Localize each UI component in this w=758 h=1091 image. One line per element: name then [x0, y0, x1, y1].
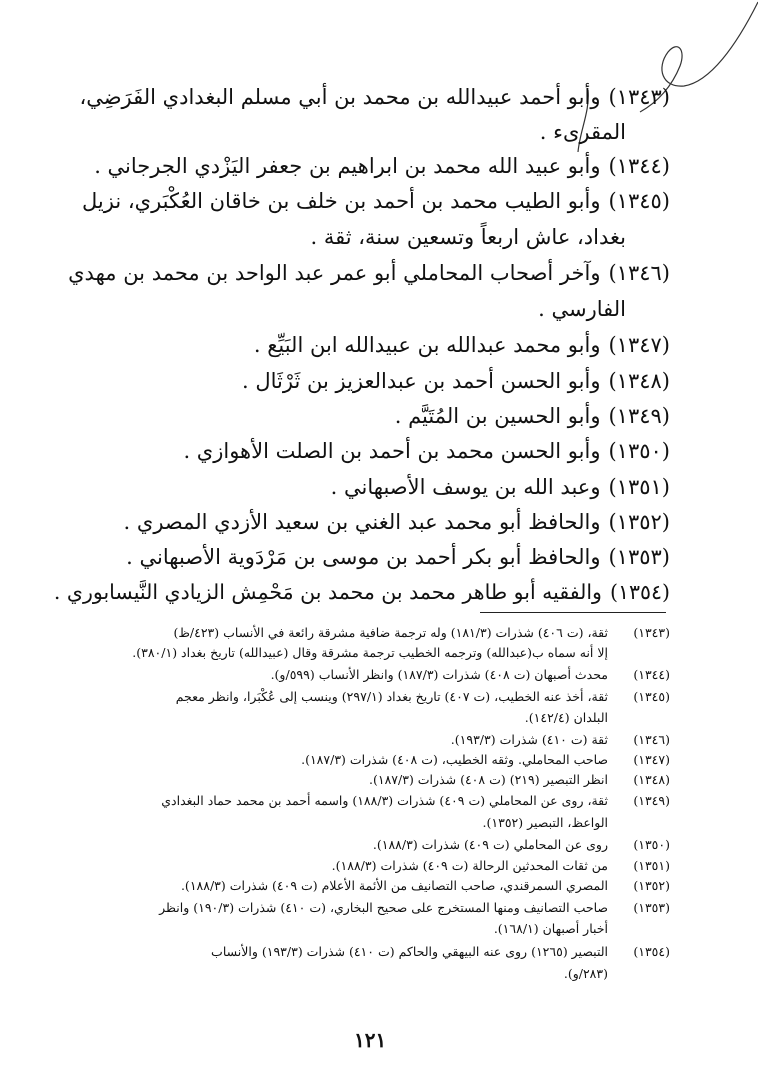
- footnote-continuation: إلا أنه سماه ب(عبدالله) وترجمه الخطيب ترجمة مشرقة وقال (عبيدالله) تاريخ بغداد (٣٨٠/١).: [132, 645, 608, 660]
- entry-number: (١٣٤٧): [608, 333, 670, 357]
- footnote-number: (١٣٥٠): [633, 837, 670, 852]
- entry-number: (١٣٥٤): [609, 580, 670, 604]
- entry-1345: [82, 186, 670, 216]
- entry-text: وأبو عبيد الله محمد بن ابراهيم بن جعفر اليَزْدي الجرجاني .: [94, 154, 601, 178]
- footnote-text: روى عن المحاملي (ت ٤٠٩) شذرات (١٨٨/٣).: [372, 837, 608, 852]
- footnote-number: (١٣٤٤): [633, 667, 670, 682]
- entry-number: (١٣٤٥): [608, 189, 670, 213]
- footnote-number: (١٣٤٩): [633, 793, 670, 808]
- footnote-number: (١٣٤٣): [633, 625, 670, 640]
- entry-1353: [126, 542, 670, 572]
- footnote-text: انظر التبصير (٢١٩) (ت ٤٠٨) شذرات (١٨٧/٣).: [369, 772, 608, 787]
- entry-text: والحافظ أبو بكر أحمد بن موسى بن مَرْدَوية الأصبهاني .: [126, 545, 601, 569]
- footnote-1348: [369, 771, 670, 789]
- entry-1347: [254, 330, 670, 360]
- footnote-number: (١٣٥١): [633, 858, 670, 873]
- entry-continuation: المقرىء .: [539, 120, 626, 144]
- footnote-1345: [175, 688, 670, 706]
- entry-number: (١٣٤٩): [608, 404, 670, 428]
- footnote-1349: [161, 792, 670, 810]
- entry-text: وأبو أحمد عبيدالله بن محمد بن أبي مسلم البغدادي الفَرَضِي،: [79, 85, 601, 109]
- entry-number: (١٣٤٤): [608, 154, 670, 178]
- footnote-continuation: (٢٨٣/و).: [563, 966, 608, 981]
- footnote-1347: [301, 751, 670, 769]
- entry-1350: [183, 436, 670, 466]
- footnote-1343: [173, 624, 670, 642]
- entry-text: وأبو الحسن أحمد بن عبدالعزيز بن ثَرْثَال .: [242, 369, 601, 393]
- footnote-1354: [211, 943, 670, 961]
- footnote-text: ثقة، (ت ٤٠٦) شذرات (١٨١/٣) وله ترجمة ضافية مشرقة رائعة في الأنساب (٤٢٣/ظ): [173, 625, 608, 640]
- footnote-text: ثقة، أخذ عنه الخطيب، (ت ٤٠٧) تاريخ بغداد (٢٩٧/١) وينسب إلى عُكْبَرا، وانظر معجم: [175, 689, 608, 704]
- footnote-number: (١٣٤٨): [633, 772, 670, 787]
- footnote-continuation: البلدان (١٤٢/٤).: [524, 710, 608, 725]
- footnote-text: صاحب المحاملي. وثقه الخطيب، (ت ٤٠٨) شذرات (١٨٧/٣).: [301, 752, 608, 767]
- entry-1349: [395, 401, 670, 431]
- footnote-continuation: الواعظ، التبصير (١٣٥٢).: [482, 815, 608, 830]
- entry-1344: [94, 151, 670, 181]
- footnote-continuation: أخبار أصبهان (١٦٨/١).: [493, 921, 608, 936]
- entry-text: والفقيه أبو طاهر محمد بن محمد بن مَحْمِش الزيادي النَّيسابوري .: [53, 580, 602, 604]
- entry-text: وأبو الحسن محمد بن أحمد بن الصلت الأهوازي .: [183, 439, 601, 463]
- footnote-text: المصري السمرقندي، صاحب التصانيف من الأئمة الأعلام (ت ٤٠٩) شذرات (١٨٨/٣).: [180, 878, 608, 893]
- footnote-separator: [480, 612, 666, 613]
- entry-1351: [331, 472, 670, 502]
- footnote-number: (١٣٥٤): [633, 944, 670, 959]
- entry-number: (١٣٤٨): [608, 369, 670, 393]
- footnote-text: ثقة، روى عن المحاملي (ت ٤٠٩) شذرات (١٨٨/٣) واسمه أحمد بن محمد حماد البغدادي: [161, 793, 608, 808]
- entry-number: (١٣٥٣): [608, 545, 670, 569]
- entry-1354: [54, 577, 670, 607]
- entry-continuation: بغداد، عاش اربعاً وتسعين سنة، ثقة .: [310, 225, 626, 249]
- footnote-number: (١٣٥٣): [633, 900, 670, 915]
- entry-text: وأبو محمد عبدالله بن عبيدالله ابن البَيِّع .: [253, 333, 601, 357]
- footnote-1346: [450, 731, 670, 749]
- page-number: ١٢١: [354, 1028, 387, 1052]
- entry-1346: [68, 258, 670, 288]
- footnote-1344: [270, 666, 670, 684]
- entry-1352: [124, 507, 670, 537]
- footnote-text: من ثقات المحدثين الرحالة (ت ٤٠٩) شذرات (١٨٨/٣).: [331, 858, 608, 873]
- footnote-text: محدث أصبهان (ت ٤٠٨) شذرات (١٨٧/٣) وانظر الأنساب (٥٩٩/و).: [270, 667, 608, 682]
- footnote-1350: [372, 836, 670, 854]
- footnote-number: (١٣٥٢): [633, 878, 670, 893]
- entry-text: وعبد الله بن يوسف الأصبهاني .: [330, 475, 601, 499]
- footnote-text: صاحب التصانيف ومنها المستخرج على صحيح البخاري، (ت ٤١٠) شذرات (١٩٠/٣) وانظر: [159, 900, 608, 915]
- entry-number: (١٣٥٢): [608, 510, 670, 534]
- footnote-text: ثقة (ت ٤١٠) شذرات (١٩٣/٣).: [450, 732, 608, 747]
- entry-number: (١٣٥١): [608, 475, 670, 499]
- footnote-number: (١٣٤٥): [633, 689, 670, 704]
- footnote-1352: [180, 877, 670, 895]
- footnote-1351: [331, 857, 670, 875]
- entry-1343: [79, 82, 670, 112]
- footnote-number: (١٣٤٧): [633, 752, 670, 767]
- footnote-number: (١٣٤٦): [633, 732, 670, 747]
- entry-continuation: الفارسي .: [538, 297, 626, 321]
- footnote-text: التبصير (١٢٦٥) روى عنه البيهقي والحاكم (ت ٤١٠) شذرات (١٩٣/٣) والأنساب: [211, 944, 608, 959]
- entry-1348: [242, 366, 670, 396]
- entry-text: وآخر أصحاب المحاملي أبو عمر عبد الواحد بن محمد بن مهدي: [68, 261, 601, 285]
- entry-number: (١٣٤٦): [608, 261, 670, 285]
- entry-text: وأبو الحسين بن المُتَيَّم .: [394, 404, 601, 428]
- entry-text: وأبو الطيب محمد بن أحمد بن خلف بن خاقان العُكْبَري، نزيل: [82, 189, 601, 213]
- entry-number: (١٣٥٠): [608, 439, 670, 463]
- entry-number: (١٣٤٣): [608, 85, 670, 109]
- entry-text: والحافظ أبو محمد عبد الغني بن سعيد الأزدي المصري .: [123, 510, 601, 534]
- footnote-1353: [159, 899, 670, 917]
